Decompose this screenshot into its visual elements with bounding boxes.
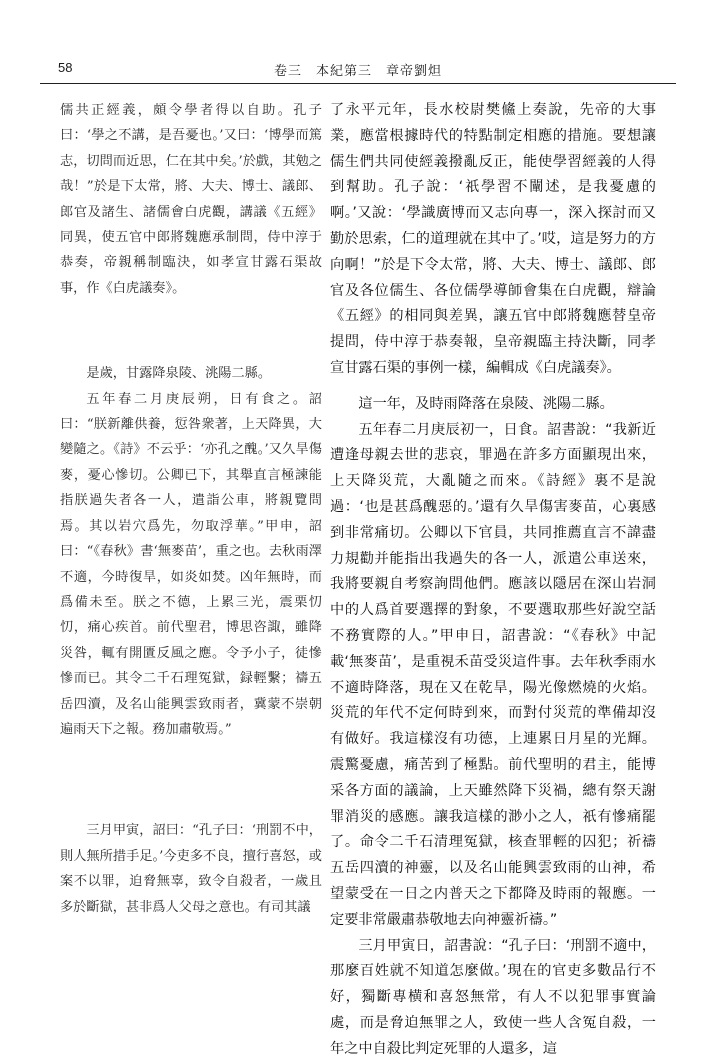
paragraph-gap	[60, 742, 322, 818]
page-header	[40, 58, 676, 80]
translation-paragraph-2: 這一年，及時雨降落在泉陵、洮陽二縣。	[330, 392, 656, 418]
translation-column	[330, 98, 656, 1062]
translation-paragraph-3: 五年春二月庚辰初一，日食。詔書說：“我新近遭逢母親去世的悲哀，罪過在許多方面顯現出來，上天降災荒，大亂隨之而來。《詩經》裏不是說過：‘也是甚爲醜惡的。’還有久旱傷害麥苗，心裏感到非常痛切。公卿以下官員，共同推薦直言不諱盡力規勸并能指出我過失的各一人，派遣公車送來，我將要親自考察詢問他們。應該以隱居在深山岩洞中的人爲首要選擇的對象，不要選取那些好說空話不務實際的人。”甲申日，詔書說：“《春秋》中記載‘無麥苗’，是重視禾苗受災這件事。去年秋季雨水不適時降落，現在又在乾旱，陽光像燃燒的火焰。災荒的年代不定何時到來，而對付災荒的準備却沒有做好。我這樣沒有功德，上連累日月星的光輝。震驚憂慮，痛苦到了極點。前代聖明的君主，能博采各方面的議論，上天雖然降下災禍，總有祭天謝罪消災的感應。讓我這樣的渺小之人，祇有慘痛罷了。命令二千石清理冤獄，核查罪輕的囚犯；祈禱五岳四瀆的神靈，以及名山能興雲致雨的山神，希望蒙受在一日之内普天之下都降及時雨的報應。一定要非常嚴肅恭敬地去向神靈祈禱。”	[330, 418, 656, 934]
translation-paragraph-4: 三月甲寅日，詔書說：“孔子曰：‘刑罰不適中，那麼百姓就不知道怎麼做。’現在的官吏多數品行不好，獨斷專横和喜怒無常，有人不以犯罪事實論處，而是脅迫無罪之人，致使一些人含冤自殺，一年之中自殺比判定死罪的人還多，這	[330, 934, 656, 1062]
classical-paragraph-2: 是歲，甘露降泉陵、洮陽二縣。	[60, 361, 322, 386]
paragraph-gap	[60, 301, 322, 361]
paragraph-gap	[330, 382, 656, 392]
classical-paragraph-3: 五年春二月庚辰朔，日有食之。詔曰：“朕新離供養，愆咎衆著，上天降異，大變隨之。《詩》不云乎：‘亦孔之醜。’又久旱傷麥，憂心慘切。公卿已下，其舉直言極諫能指朕過失者各一人，遣詣公車，將親覽問焉。其以岩穴爲先，勿取浮華。”甲申，詔曰：“《春秋》書‘無麥苗’，重之也。去秋雨澤不適，今時復旱，如炎如焚。凶年無時，而爲備未至。朕之不德，上累三光，震栗忉忉，痛心疾首。前代聖君，博思咨諏，雖降災咎，輒有開匱反風之應。令予小子，徒慘慘而已。其令二千石理冤獄，録輕繫；禱五岳四瀆，及名山能興雲致雨者，冀蒙不崇朝遍雨天下之報。務加肅敬焉。”	[60, 387, 322, 743]
classical-paragraph-4: 三月甲寅，詔曰：“孔子曰：‘刑罰不中，則人無所措手足。’今吏多不良，擅行喜怒，或案不以罪，迫脅無辜，致令自殺者，一歲且多於斷獄，甚非爲人父母之意也。有司其議	[60, 818, 322, 920]
running-head: 卷三 本紀第三 章帝劉炟	[40, 60, 676, 79]
translation-paragraph-1: 了永平元年，長水校尉樊鯈上奏說，先帝的大事業，應當根據時代的特點制定相應的措施。要想讓儒生們共同使經義撥亂反正，能使學習經義的人得到幫助。孔子說：‘祇學習不闡述，是我憂慮的啊。’又說：‘學識廣博而又志向專一，深入探討而又勤於思索，仁的道理就在其中了。’哎，這是努力的方向啊！”於是下令太常，將、大夫、博士、議郎、郎官及各位儒生、各位儒學導師會集在白虎觀，辯論《五經》的相同與差異，讓五官中郎將魏應替皇帝提問，侍中淳于恭奏報，皇帝親臨主持決斷，同孝宣甘露石渠的事例一樣，編輯成《白虎議奏》。	[330, 98, 656, 382]
page-number: 58	[58, 60, 72, 75]
classical-text-column	[60, 98, 322, 920]
classical-paragraph-1: 儒共正經義，頗令學者得以自助。孔子曰：‘學之不講，是吾憂也。’又曰：‘博學而篤志，切問而近思，仁在其中矣。’於戲，其勉之哉！”於是下太常，將、大夫、博士、議郎、郎官及諸生、諸儒會白虎觀，講議《五經》同異，使五官中郎將魏應承制問，侍中淳于恭奏，帝親稱制臨決，如孝宣甘露石渠故事，作《白虎議奏》。	[60, 98, 322, 301]
header-rule	[40, 83, 676, 84]
